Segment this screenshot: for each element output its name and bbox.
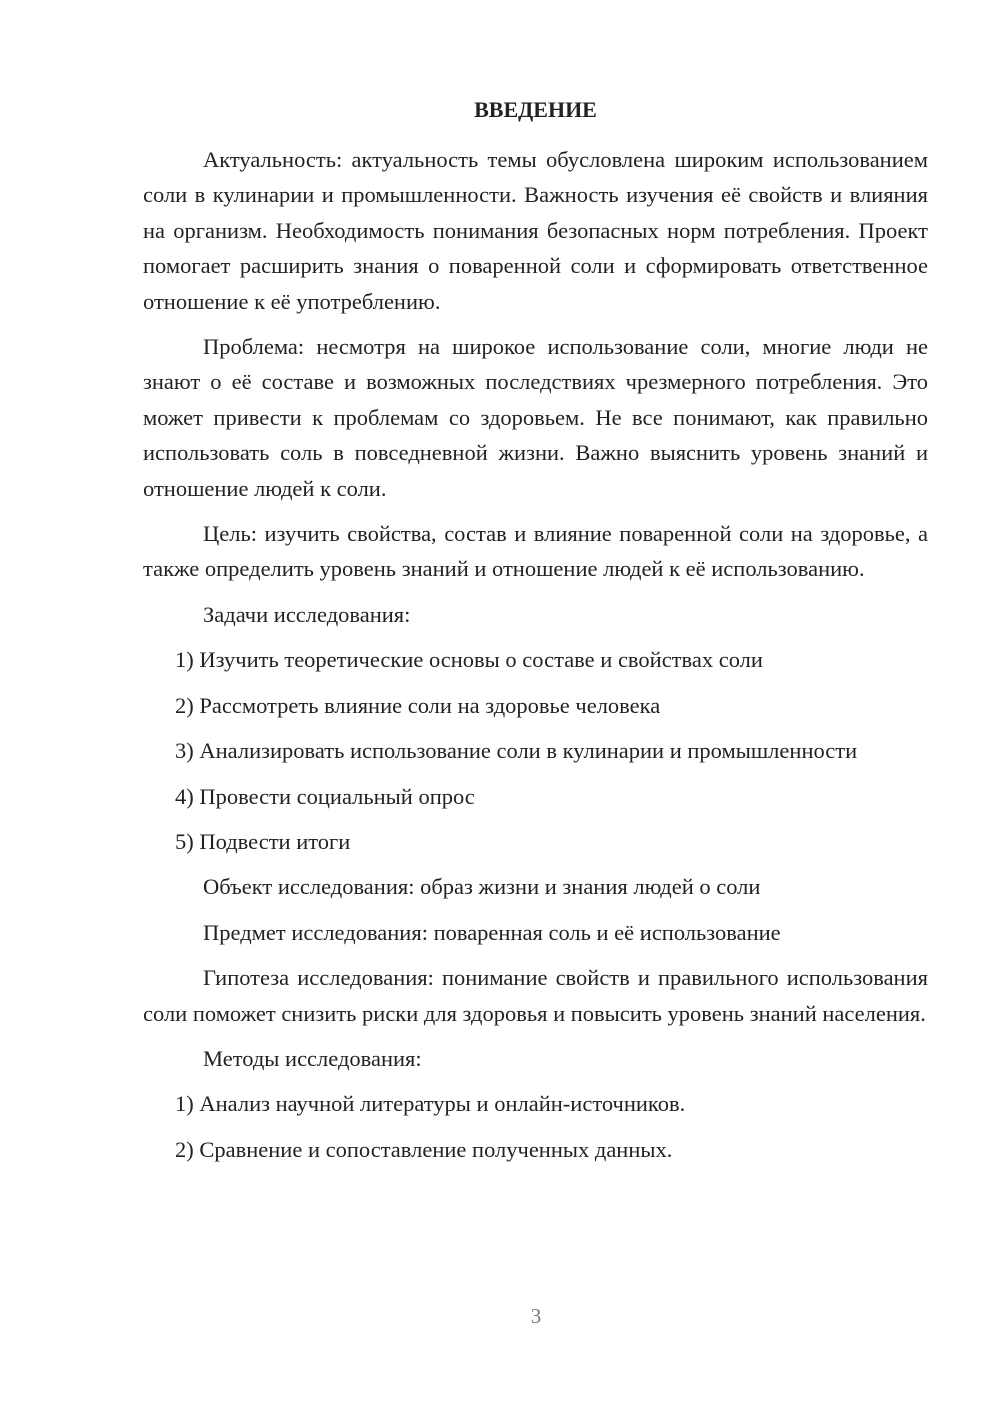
task-item: 4) Провести социальный опрос bbox=[175, 783, 475, 809]
tasks-heading: Задачи исследования: bbox=[203, 601, 411, 627]
document-page bbox=[143, 92, 928, 1177]
hypothesis-paragraph: Гипотеза исследования: понимание свойств и правильного использования соли поможет снизить риски для здоровья и повысить уровень знаний населения. bbox=[143, 965, 928, 1026]
method-item: 2) Сравнение и сопоставление полученных данных. bbox=[175, 1136, 673, 1162]
task-item: 1) Изучить теоретические основы о составе и свойствах соли bbox=[175, 647, 763, 673]
page-number: 3 bbox=[530, 1304, 542, 1328]
problem-paragraph: Проблема: несмотря на широкое использование соли, многие люди не знают о её составе и возможных последствиях чрезмерного потребления. Это может привести к проблемам со здоровьем. Не все понимают, как правильно использовать соль в повседневной жизни. Важно выяснить уровень знаний и отношение людей к соли. bbox=[143, 334, 928, 501]
goal-paragraph: Цель: изучить свойства, состав и влияние поваренной соли на здоровье, а также определить уровень знаний и отношение людей к её использованию. bbox=[143, 521, 928, 582]
task-item: 3) Анализировать использование соли в кулинарии и промышленности bbox=[175, 738, 858, 764]
methods-heading: Методы исследования: bbox=[203, 1045, 422, 1071]
task-item: 5) Подвести итоги bbox=[175, 828, 351, 854]
page-title: ВВЕДЕНИЕ bbox=[474, 97, 597, 122]
object-paragraph: Объект исследования: образ жизни и знания людей о соли bbox=[203, 874, 761, 900]
method-item: 1) Анализ научной литературы и онлайн-источников. bbox=[175, 1091, 686, 1117]
subject-paragraph: Предмет исследования: поваренная соль и её использование bbox=[203, 919, 781, 945]
task-item: 2) Рассмотреть влияние соли на здоровье человека bbox=[175, 692, 661, 718]
relevance-paragraph: Актуальность: актуальность темы обусловлена широким использованием соли в кулинарии и промышленности. Важность изучения её свойств и влияния на организм. Необходимость понимания безопасных норм потребления. Проект помогает расширить знания о поваренной соли и сформировать ответственное отношение к её употреблению. bbox=[143, 147, 928, 314]
